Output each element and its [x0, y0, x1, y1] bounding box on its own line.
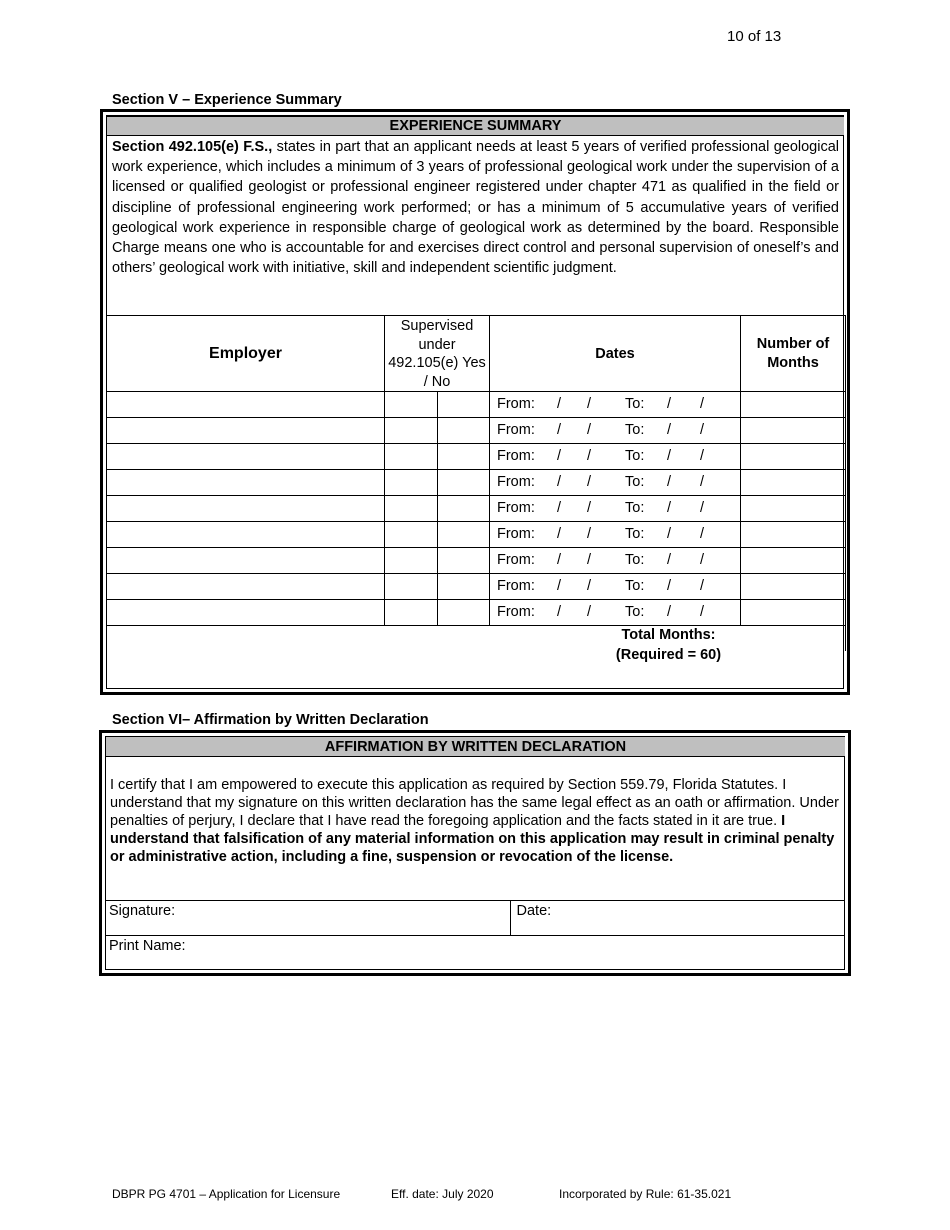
supervised-no-input[interactable]	[438, 574, 490, 600]
supervised-yes-input[interactable]	[385, 392, 438, 418]
table-row	[107, 392, 846, 418]
employer-input[interactable]	[107, 392, 385, 418]
from-label: From:	[497, 422, 535, 438]
to-slash: /	[667, 552, 672, 568]
experience-summary-header: EXPERIENCE SUMMARY	[107, 116, 844, 136]
supervised-no-input[interactable]	[438, 392, 490, 418]
from-slash: /	[557, 422, 562, 438]
months-header: Number of Months	[741, 316, 846, 392]
to-slash: /	[667, 604, 672, 620]
from-slash: /	[557, 578, 562, 594]
dates-input[interactable]	[490, 496, 741, 522]
supervised-no-input[interactable]	[438, 600, 490, 626]
from-slash: /	[587, 578, 592, 594]
to-slash: /	[700, 526, 705, 542]
to-slash: /	[667, 422, 672, 438]
dates-input[interactable]	[490, 470, 741, 496]
from-slash: /	[587, 474, 592, 490]
months-input[interactable]	[741, 600, 846, 626]
supervised-no-input[interactable]	[438, 470, 490, 496]
table-row	[107, 496, 846, 522]
required-months-text: (Required = 60)	[615, 646, 722, 663]
employer-input[interactable]	[107, 522, 385, 548]
from-label: From:	[497, 396, 535, 412]
dates-input[interactable]	[490, 392, 741, 418]
months-input[interactable]	[741, 574, 846, 600]
table-row	[107, 418, 846, 444]
employer-input[interactable]	[107, 418, 385, 444]
supervised-no-input[interactable]	[438, 418, 490, 444]
to-label: To:	[625, 448, 645, 464]
to-label: To:	[625, 396, 645, 412]
affirmation-body: I certify that I am empowered to execute this application as required by Section 559.79, Florida Statutes. I understand that my signature on this written declaration has the same legal effect as an oath or affirmation. Under penalties of perjury, I declare that I have read the foregoing application and the facts stated in it are true.	[110, 777, 839, 829]
to-slash: /	[700, 422, 705, 438]
from-label: From:	[497, 526, 535, 542]
to-slash: /	[700, 552, 705, 568]
dates-input[interactable]	[490, 548, 741, 574]
affirmation-header: AFFIRMATION BY WRITTEN DECLARATION	[106, 736, 845, 757]
from-label: From:	[497, 474, 535, 490]
signature-table	[106, 900, 845, 969]
signature-label: Signature:	[109, 903, 176, 919]
footer-effective-date: Eff. date: July 2020	[391, 1187, 494, 1201]
table-row	[107, 470, 846, 496]
page-number: 10 of 13	[727, 28, 782, 45]
from-label: From:	[497, 448, 535, 464]
from-slash: /	[587, 422, 592, 438]
from-slash: /	[587, 604, 592, 620]
supervised-yes-input[interactable]	[385, 496, 438, 522]
print-name-label: Print Name:	[109, 938, 186, 954]
months-input[interactable]	[741, 418, 846, 444]
to-label: To:	[625, 422, 645, 438]
to-label: To:	[625, 474, 645, 490]
dates-input[interactable]	[490, 444, 741, 470]
to-slash: /	[667, 448, 672, 464]
total-months-text: Total Months:	[621, 627, 716, 643]
statute-reference: Section 492.105(e) F.S.,	[112, 139, 273, 155]
supervised-no-input[interactable]	[438, 548, 490, 574]
date-field[interactable]	[510, 901, 845, 936]
dates-input[interactable]	[490, 600, 741, 626]
signature-field[interactable]	[106, 901, 510, 936]
months-input[interactable]	[741, 444, 846, 470]
from-slash: /	[587, 500, 592, 516]
table-row	[107, 522, 846, 548]
to-slash: /	[700, 474, 705, 490]
from-label: From:	[497, 500, 535, 516]
from-slash: /	[557, 526, 562, 542]
experience-intro	[112, 137, 839, 278]
table-row	[107, 574, 846, 600]
supervised-no-input[interactable]	[438, 444, 490, 470]
to-slash: /	[700, 500, 705, 516]
from-slash: /	[587, 396, 592, 412]
to-slash: /	[667, 396, 672, 412]
months-input[interactable]	[741, 392, 846, 418]
to-slash: /	[667, 526, 672, 542]
to-slash: /	[700, 604, 705, 620]
supervised-yes-input[interactable]	[385, 548, 438, 574]
to-label: To:	[625, 500, 645, 516]
dates-input[interactable]	[490, 574, 741, 600]
from-label: From:	[497, 604, 535, 620]
supervised-yes-input[interactable]	[385, 574, 438, 600]
employer-input[interactable]	[107, 574, 385, 600]
to-label: To:	[625, 526, 645, 542]
footer-rule: Incorporated by Rule: 61-35.021	[559, 1187, 732, 1201]
supervised-yes-input[interactable]	[385, 418, 438, 444]
to-slash: /	[700, 396, 705, 412]
to-label: To:	[625, 578, 645, 594]
to-slash: /	[700, 448, 705, 464]
total-months-label	[587, 626, 750, 665]
from-slash: /	[587, 526, 592, 542]
employer-header: Employer	[107, 316, 385, 392]
to-slash: /	[700, 578, 705, 594]
from-slash: /	[557, 396, 562, 412]
from-slash: /	[557, 448, 562, 464]
to-slash: /	[667, 500, 672, 516]
months-input[interactable]	[741, 470, 846, 496]
from-slash: /	[557, 500, 562, 516]
supervised-yes-input[interactable]	[385, 600, 438, 626]
to-slash: /	[667, 578, 672, 594]
supervised-yes-input[interactable]	[385, 522, 438, 548]
to-label: To:	[625, 604, 645, 620]
supervised-no-input[interactable]	[438, 496, 490, 522]
from-label: From:	[497, 578, 535, 594]
section-v-title: Section V – Experience Summary	[112, 92, 342, 108]
months-input[interactable]	[741, 548, 846, 574]
table-row	[107, 600, 846, 626]
date-label: Date:	[516, 903, 552, 919]
affirmation-text	[110, 776, 842, 866]
to-slash: /	[667, 474, 672, 490]
supervised-yes-input[interactable]	[385, 470, 438, 496]
employer-input[interactable]	[107, 600, 385, 626]
table-row	[107, 548, 846, 574]
from-slash: /	[587, 448, 592, 464]
employer-input[interactable]	[107, 548, 385, 574]
from-slash: /	[557, 604, 562, 620]
employer-input[interactable]	[107, 444, 385, 470]
print-name-field[interactable]	[106, 936, 845, 969]
supervised-yes-input[interactable]	[385, 444, 438, 470]
dates-input[interactable]	[490, 522, 741, 548]
to-label: To:	[625, 552, 645, 568]
footer-form-name: DBPR PG 4701 – Application for Licensure	[112, 1187, 341, 1201]
months-input[interactable]	[741, 522, 846, 548]
experience-intro-text: states in part that an applicant needs at least 5 years of verified professional geological work experience, which includes a minimum of 3 years of professional geological work under the supervision of a licensed or qualified geologist or professional engineer registered under chapter 471 as qualified in the field or discipline of professional engineering work performed; or has a minimum of 5 accumulative years of verified geological work experience in responsible charge of geological work as determined by the board. Responsible Charge means one who is accountable for and exercises direct control and personal supervision of oneself’s and others’ geological work with initiative, skill and independent scientific judgment.	[112, 139, 839, 277]
supervised-header: Supervised under 492.105(e) Yes / No	[385, 316, 490, 392]
months-input[interactable]	[741, 496, 846, 522]
dates-input[interactable]	[490, 418, 741, 444]
from-label: From:	[497, 552, 535, 568]
from-slash: /	[557, 474, 562, 490]
section-vi-title: Section VI– Affirmation by Written Declaration	[112, 712, 429, 728]
employer-input[interactable]	[107, 496, 385, 522]
from-slash: /	[587, 552, 592, 568]
affirmation-warning: I understand that falsification of any material information on this application may result in criminal penalty or administrative action, including a fine, suspension or revocation of the license.	[110, 813, 835, 865]
dates-header: Dates	[490, 316, 741, 392]
experience-table	[106, 315, 846, 663]
total-months-row	[107, 626, 846, 663]
supervised-no-input[interactable]	[438, 522, 490, 548]
table-row	[107, 444, 846, 470]
from-slash: /	[557, 552, 562, 568]
employer-input[interactable]	[107, 470, 385, 496]
